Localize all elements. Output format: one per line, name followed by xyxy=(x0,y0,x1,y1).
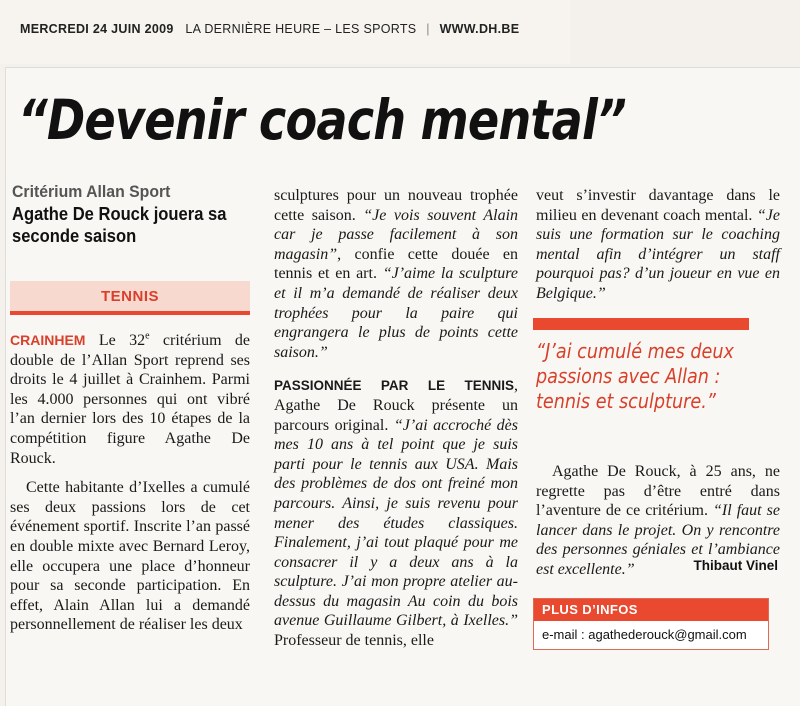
body-text: , confie cette douée en tennis et en art. xyxy=(274,245,518,283)
info-box xyxy=(533,598,769,650)
header-website: WWW.DH.BE xyxy=(439,22,520,36)
body-text: critérium de double de l’Allan Sport reprend ses droits le 4 juillet à Crainhem. Parmi les 4.000 personnes qui ont vibré l’an dernier lors des 10 étapes de la compétition figure Agathe De Rouck. xyxy=(10,332,251,467)
header-date: MERCREDI 24 JUIN 2009 xyxy=(20,22,174,36)
article-headline: “Devenir coach mental” xyxy=(18,88,626,152)
section-banner xyxy=(10,281,250,315)
body-text: Le 32 xyxy=(98,332,146,349)
contact-email: e-mail : agathederouck@gmail.com xyxy=(542,627,747,642)
quote-text: “Je vois souvent Alain car je passe facilement à son magasin” xyxy=(274,206,519,263)
author-signature: Thibaut Vinel xyxy=(693,558,778,573)
quote-text: “J’ai accroché dès mes 10 ans à tel point que je suis parti pour le tennis aux USA. Mais des problèmes de dos ont freiné mon parcours. Ainsi, je suis revenu pour mener des études classiques. Finalement, j’ai tout plaqué pour me consacrer il y a deux ans à la sculpture. J’ai mon propre atelier au-dessus du magasin Au coin du bois avenue Guillaume Gilbert, à Ixelles.” xyxy=(274,416,518,630)
paragraph-lead: PASSIONNÉE PAR LE TENNIS xyxy=(274,378,514,394)
section-label: TENNIS xyxy=(100,288,159,305)
dateline: CRAINHEM xyxy=(10,332,86,348)
body-text: veut s’investir davantage dans le milieu en devenant coach mental. xyxy=(536,187,780,224)
pull-quote: “J’ai cumulé mes deux passions avec Allan : tennis et sculpture.” xyxy=(536,339,734,413)
quote-text: “Je suis une formation sur le coaching mental afin d’intégrer un staff pourquoi pas? d’un joueur en vue en Belgique.” xyxy=(536,206,781,302)
body-text: sculptures pour un nouveau trophée cette saison. xyxy=(274,187,518,224)
info-box-title: PLUS D’INFOS xyxy=(542,602,638,617)
header-separator: | xyxy=(426,22,430,36)
body-paragraph: Cette habitante d’Ixelles a cumulé ses deux passions lors de cet événement sportif. Inscrite l’an passé en double mixte avec Bernard Leroy, elle occupera une place d’honneur pour sa seconde participation. En effet, Alain Allan lui a demandé personnellement de réaliser les deux xyxy=(10,479,250,634)
body-text: Agathe De Rouck, à 25 ans, ne regrette pas d’être entré dans l’aventure de ce critérium. xyxy=(536,463,780,520)
header-paper: LA DERNIÈRE HEURE – LES SPORTS xyxy=(185,22,417,36)
article-subhead: Agathe De Rouck jouera sa seconde saison xyxy=(12,204,227,246)
header-line xyxy=(20,22,519,36)
newspaper-header xyxy=(0,0,570,64)
quote-text: “J’aime la sculpture et il m’a demandé de réaliser deux trophées pour la paire qui engrangera le plus de points cette saison.” xyxy=(274,265,519,361)
article-column-2 xyxy=(274,186,518,651)
body-text: Professeur de tennis, elle xyxy=(274,632,434,650)
article-column-1 xyxy=(10,331,250,635)
article-kicker: Critérium Allan Sport xyxy=(12,182,171,201)
pull-quote-rule xyxy=(533,318,749,330)
body-text: , Agathe De Rouck présente un parcours original. xyxy=(274,377,518,434)
article-column-3 xyxy=(536,186,780,304)
quote-text: “Il faut se lancer dans le projet. On y rencontre des personnes géniales et l’ambiance est excellente.” xyxy=(536,502,781,578)
superscript: e xyxy=(145,330,150,342)
info-box-header xyxy=(534,599,768,621)
